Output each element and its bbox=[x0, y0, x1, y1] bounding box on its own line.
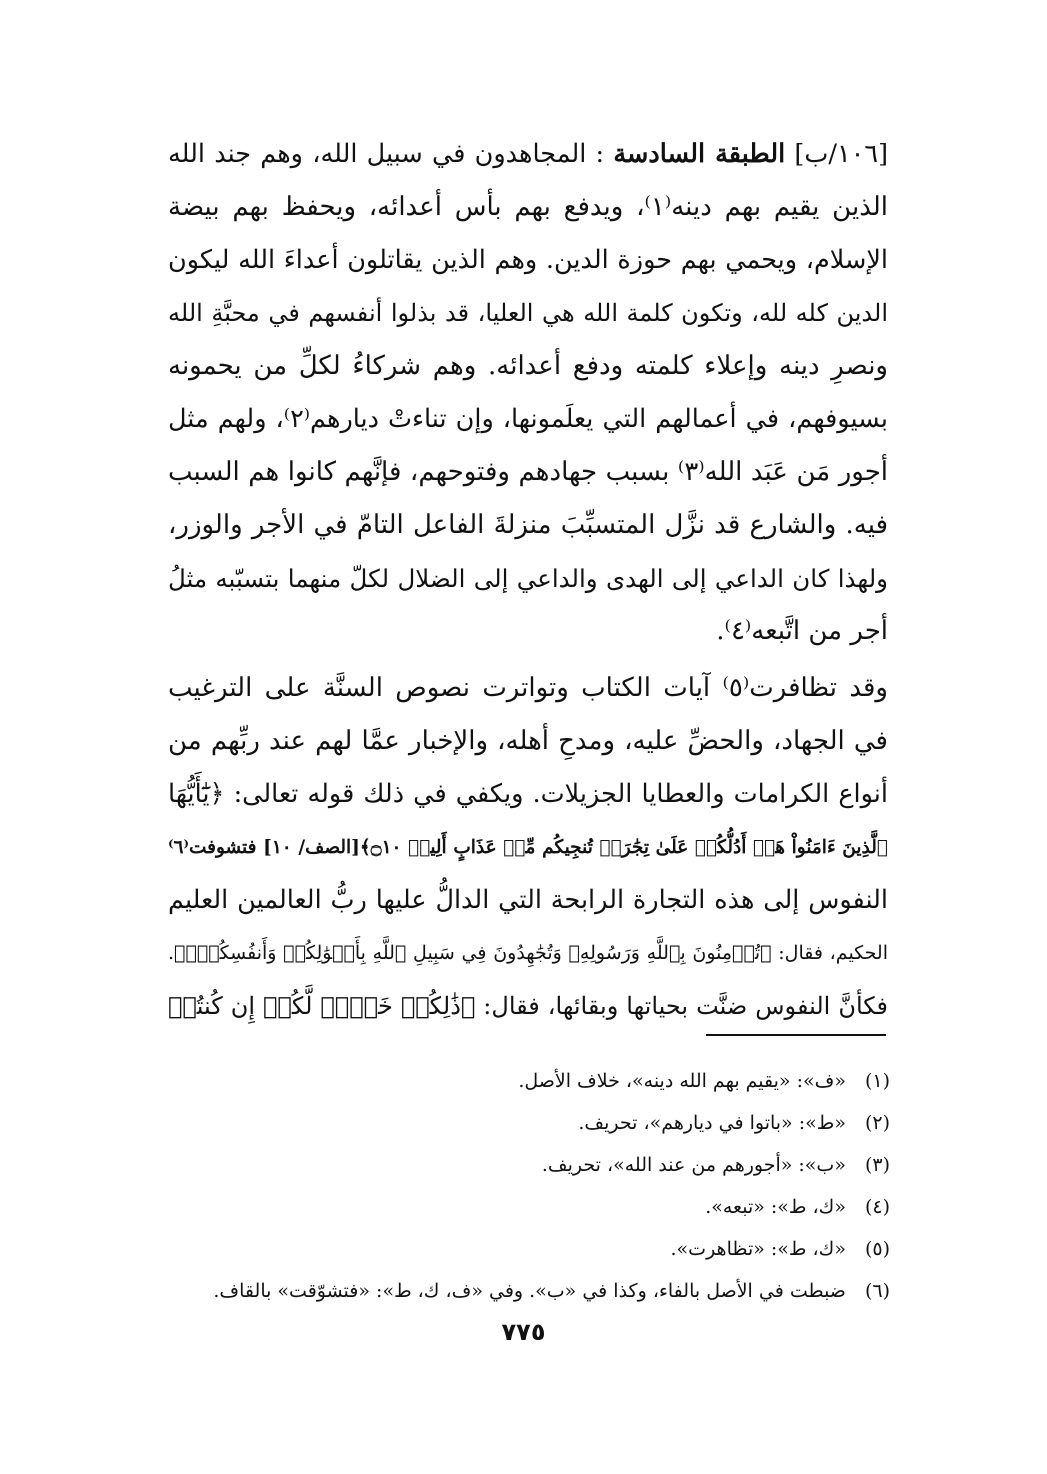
footnote-number: (١) bbox=[864, 1070, 890, 1092]
text-line: فيه. والشارع قد نزَّل المتسبِّبَ منزلةَ الفاعل التامّ في الأجر والوزر، bbox=[168, 510, 888, 540]
line-text: : المجاهدون في سبيل الله، وهم جند الله bbox=[168, 139, 605, 169]
footnote bbox=[150, 1270, 890, 1312]
footnote-text: «ك، ط»: «تبعه». bbox=[705, 1196, 846, 1218]
text-line: ولهذا كان الداعي إلى الهدى والداعي إلى الضلال لكلّ منهما بتسبّبه مثلُ bbox=[168, 564, 888, 593]
text-line: النفوس إلى هذه التجارة الرابحة التي الدالُّ عليها ربُّ العالمين العليم bbox=[168, 885, 888, 915]
footnote bbox=[150, 1186, 890, 1228]
text-line: وقد تظافرت⁽٥⁾ آيات الكتاب وتواترت نصوص السنَّة على الترغيب bbox=[168, 673, 888, 703]
paragraph-jihad-virtues bbox=[168, 662, 888, 1033]
footnote bbox=[150, 1060, 890, 1102]
text-line: ونصرِ دينه وإعلاء كلمته ودفع أعدائه. وهم شركاءُ لكلِّ من يحمونه bbox=[168, 351, 888, 381]
footnote-text: «ك، ط»: «تظاهرت». bbox=[670, 1238, 846, 1260]
text-line: بسيوفهم، في أعمالهم التي يعلَمونها، وإن تناءتْ ديارهم⁽٢⁾، ولهم مثل bbox=[168, 404, 888, 434]
footnote-number: (٥) bbox=[864, 1238, 890, 1260]
footnote bbox=[150, 1102, 890, 1144]
footnote bbox=[150, 1144, 890, 1186]
quran-verse-line: ٱلَّذِينَ ءَامَنُواْ هَلۡ أَدُلُّكُمۡ عَلَىٰ تِجَٰرَةٖ تُنجِيكُم مِّنۡ عَذَابٍ أَلِيمٖ ۝١٠﴾[الصف/ ١٠] فتشوفت⁽٦⁾ bbox=[168, 837, 888, 858]
page-number: ٧٧٥ bbox=[501, 1318, 546, 1346]
folio-reference: [١٠٦/ب] bbox=[794, 139, 888, 169]
quran-verse-line: الحكيم، فقال: ﴿تُؤۡمِنُونَ بِٱللَّهِ وَرَسُولِهِۦ وَتُجَٰهِدُونَ فِي سَبِيلِ ٱللَّهِ بِأَمۡوَٰلِكُمۡ وَأَنفُسِكُمۡۚ﴾. bbox=[168, 942, 888, 964]
footnote-number: (٢) bbox=[864, 1112, 890, 1134]
footnotes bbox=[150, 1060, 890, 1312]
text-line: أجر من اتَّبعه⁽٤⁾. bbox=[716, 616, 888, 646]
footnote-number: (٦) bbox=[864, 1280, 890, 1302]
text-line: أنواع الكرامات والعطايا الجزيلات. ويكفي في ذلك قوله تعالى: ﴿يَٰٓأَيُّهَا bbox=[168, 779, 888, 809]
footnote-text: ضبطت في الأصل بالفاء، وكذا في «ب». وفي «ف، ك، ط»: «فتشوّقت» بالقاف. bbox=[213, 1280, 846, 1302]
footnote-number: (٤) bbox=[864, 1196, 890, 1218]
text-line: الإسلام، ويحمي بهم حوزة الدين. وهم الذين يقاتلون أعداءَ الله ليكون bbox=[168, 245, 888, 275]
text-line: في الجهاد، والحضِّ عليه، ومدحِ أهله، والإخبار عمَّا لهم عند ربِّهم من bbox=[168, 726, 888, 756]
text-line: فكأنَّ النفوس ضنَّت بحياتها وبقائها، فقال: ﴿ذَٰلِكُمۡ خَيۡرٞ لَّكُمۡ إِن كُنتُمۡ bbox=[168, 992, 888, 1020]
paragraph-sixth-class bbox=[168, 128, 888, 658]
text-line: أجور مَن عَبَد الله⁽٣⁾ بسبب جهادهم وفتوحهم، فإنَّهم كانوا هم السبب bbox=[168, 457, 888, 487]
footnote-number: (٣) bbox=[864, 1154, 890, 1176]
text-line: الدين كله لله، وتكون كلمة الله هي العليا، قد بذلوا أنفسهم في محبَّةِ الله bbox=[168, 299, 888, 327]
footnote-separator bbox=[706, 1034, 886, 1036]
footnote bbox=[150, 1228, 890, 1270]
footnote-text: «ط»: «باتوا في ديارهم»، تحريف. bbox=[578, 1112, 846, 1134]
footnote-text: «ف»: «يقيم بهم الله دينه»، خلاف الأصل. bbox=[518, 1070, 846, 1092]
footnote-text: «ب»: «أجورهم من عند الله»، تحريف. bbox=[541, 1154, 846, 1176]
text-line bbox=[168, 128, 888, 181]
section-heading: الطبقة السادسة bbox=[613, 139, 786, 169]
text-line: الذين يقيم بهم دينه⁽١⁾، ويدفع بهم بأس أعدائه، ويحفظ بهم بيضة bbox=[168, 192, 888, 222]
